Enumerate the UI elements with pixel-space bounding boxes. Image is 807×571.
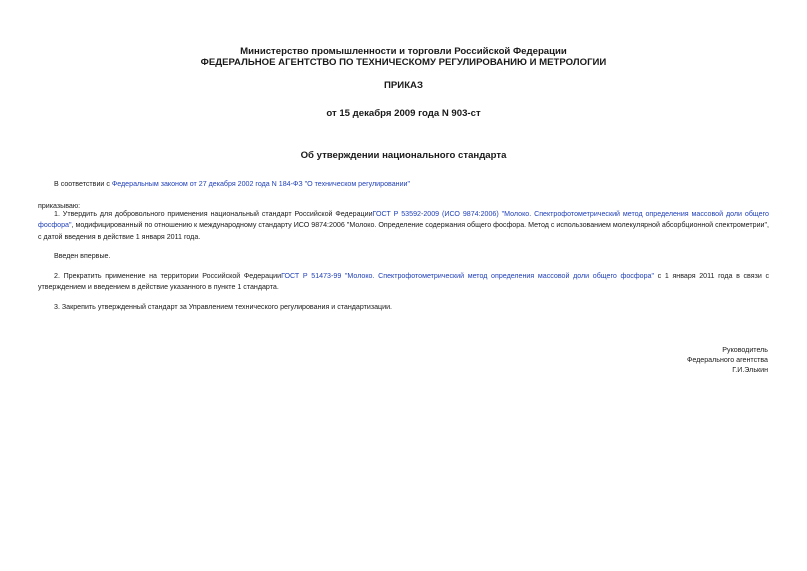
ministry-title: Министерство промышленности и торговли Российской Федерации (240, 46, 567, 57)
signature-title: Руководитель (722, 346, 768, 354)
item-3-paragraph: 3. Закрепить утвержденный стандарт за Управлением технического регулирования и стандартизации. (54, 303, 393, 311)
gost-51473-link[interactable]: ГОСТ Р 51473-99 "Молоко. Спектрофотометрический метод определения массовой доли общего фосфора" (281, 272, 655, 280)
intro-prefix: В соответствии с (54, 180, 112, 188)
document-date-number: от 15 декабря 2009 года N 903-ст (326, 108, 481, 119)
signature-name: Г.И.Элькин (732, 366, 768, 374)
item-2-prefix: 2. Прекратить применение на территории Российской Федерации (54, 272, 282, 280)
document-type: ПРИКАЗ (384, 80, 423, 91)
gost-53592-link[interactable]: ГОСТ Р 53592-2009 (ИСО 9874:2006) "Молоко. Спектрофотометрический метод определения массовой доли общего фосфора" (38, 210, 769, 230)
item-2-suffix: с 1 января 2011 года в связи с утверждением и введением в действие указанного в пункте 1 стандарта. (38, 272, 769, 292)
order-word: приказываю: (38, 202, 81, 210)
item-2-paragraph (38, 271, 769, 294)
introduced-first-note: Введен впервые. (54, 252, 111, 260)
item-1-suffix: , модифицированный по отношению к международному стандарту ИСО 9874:2006 "Молоко. Определение содержания общего фосфора. Метод с использованием молекулярной абсорбционной спектрометрии", с датой введения в действие 1 января 2011 года. (38, 221, 769, 241)
item-1-paragraph (38, 209, 769, 243)
intro-paragraph (54, 179, 769, 190)
federal-law-link[interactable]: Федеральным законом от 27 декабря 2002 года N 184-ФЗ "О техническом регулировании" (111, 180, 411, 188)
document-subject: Об утверждении национального стандарта (300, 150, 507, 161)
item-1-prefix: 1. Утвердить для добровольного применения национальный стандарт Российской Федерации (54, 210, 373, 218)
signature-org: Федерального агентства (686, 356, 768, 364)
agency-title: ФЕДЕРАЛЬНОЕ АГЕНТСТВО ПО ТЕХНИЧЕСКОМУ РЕГУЛИРОВАНИЮ И МЕТРОЛОГИИ (200, 57, 607, 68)
